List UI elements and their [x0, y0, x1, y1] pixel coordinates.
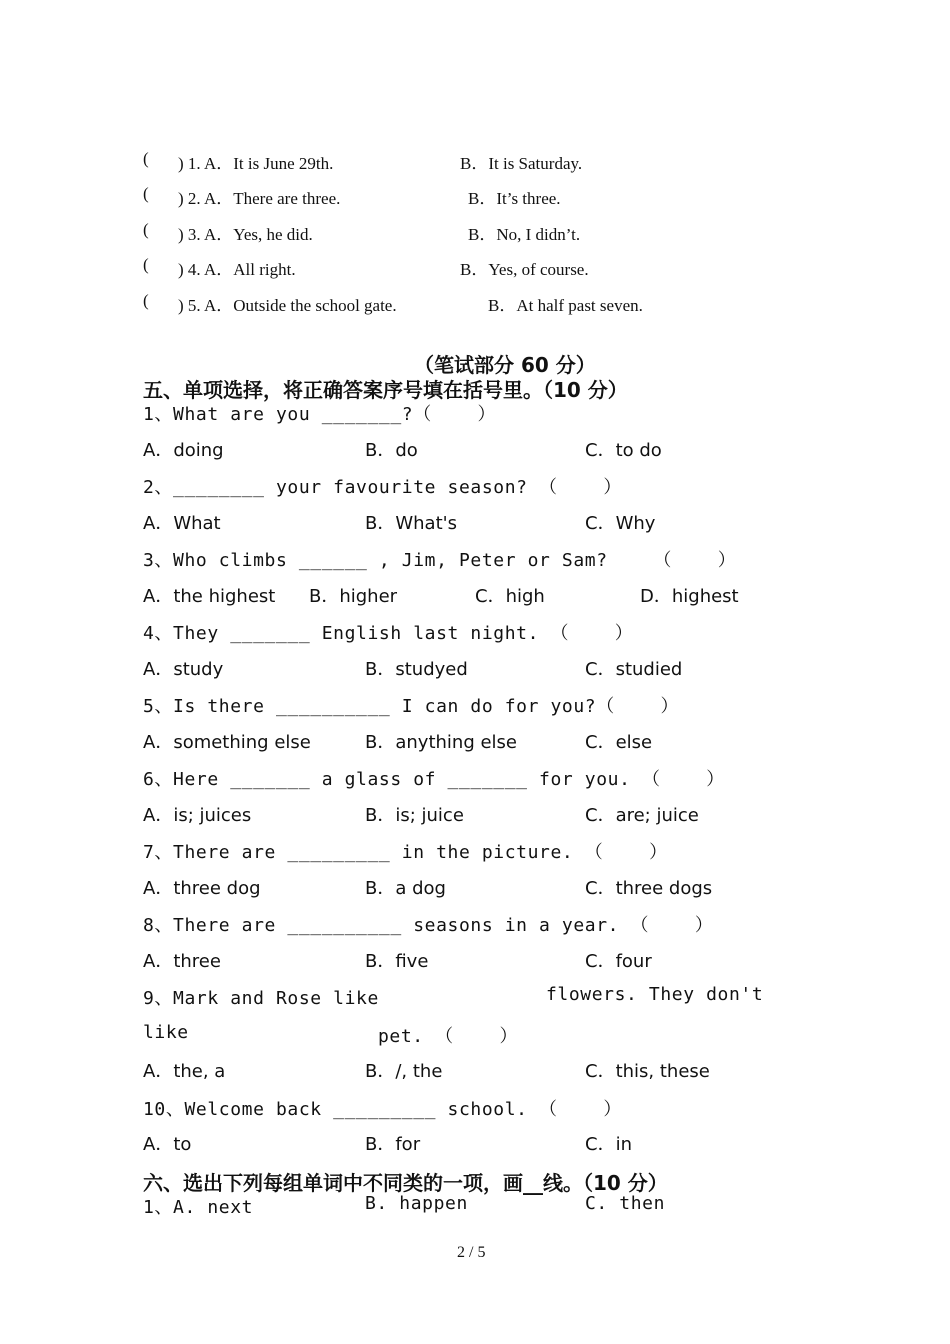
option-b: B. happen [365, 1193, 468, 1214]
option-d: D．highest [640, 586, 739, 607]
option-a: A．to [143, 1134, 192, 1155]
written-part-title: （笔试部分 60 分） [414, 353, 596, 377]
option-b: B．/, the [365, 1061, 443, 1082]
option-b: B．anything else [365, 732, 517, 753]
option-c: C．are; juice [585, 805, 699, 826]
section6-heading: 六、选出下列每组单词中不同类的一项，画__线。（10 分） [143, 1171, 668, 1195]
option-a: A．is; juices [143, 805, 252, 826]
option-a: A．What [143, 513, 221, 534]
option-b: B．higher [309, 586, 398, 607]
option-b: B．do [365, 440, 418, 461]
section5-heading: 五、单项选择，将正确答案序号填在括号里。（10 分） [143, 378, 628, 402]
answer-paren: ( [143, 255, 149, 274]
question-text: 9、Mark and Rose like [143, 988, 379, 1009]
question-text: flowers. They don't [546, 984, 764, 1005]
option-b: B．What's [365, 513, 457, 534]
option-a: A．three dog [143, 878, 261, 899]
answer-paren: ( [143, 291, 149, 310]
page-number: 2 / 5 [457, 1244, 486, 1261]
option-c: C. then [585, 1193, 666, 1214]
question-text: 8、There are __________ seasons in a year. （ ） [143, 915, 714, 936]
question-option-b: B．It’s three. [468, 189, 561, 208]
question-text: 1、What are you _______?（ ） [143, 404, 497, 425]
option-c: C．three dogs [585, 878, 713, 899]
question-option-a: ) 2. A．There are three. [178, 189, 341, 208]
answer-paren: ( [143, 149, 149, 168]
option-a: A．something else [143, 732, 311, 753]
option-b: B．for [365, 1134, 421, 1155]
question-option-b: B．It is Saturday. [460, 154, 583, 173]
option-b: B．a dog [365, 878, 446, 899]
option-a: A．the, a [143, 1061, 226, 1082]
option-c: C．studied [585, 659, 683, 680]
option-c: C．four [585, 951, 652, 972]
question-text: pet. （ ） [378, 1026, 519, 1047]
question-option-a: ) 5. A．Outside the school gate. [178, 296, 397, 315]
option-c: C．this, these [585, 1061, 710, 1082]
option-c: C．Why [585, 513, 656, 534]
option-b: B．five [365, 951, 429, 972]
question-option-b: B．Yes, of course. [460, 260, 589, 279]
question-text: 4、They _______ English last night. （ ） [143, 623, 634, 644]
option-c: C．high [475, 586, 545, 607]
question-option-b: B．At half past seven. [488, 296, 643, 315]
option-a: A．study [143, 659, 224, 680]
answer-paren: ( [143, 220, 149, 239]
option-b: B．studyed [365, 659, 468, 680]
question-text: 2、________ your favourite season? （ ） [143, 477, 622, 498]
question-option-b: B．No, I didn’t. [468, 225, 581, 244]
answer-paren: ( [143, 184, 149, 203]
question-text: 3、Who climbs ______ , Jim, Peter or Sam? （ ） [143, 550, 737, 571]
question-text: like [143, 1022, 189, 1043]
option-c: C．in [585, 1134, 632, 1155]
option-b: B．is; juice [365, 805, 464, 826]
question-option-a: ) 3. A．Yes, he did. [178, 225, 313, 244]
option-c: C．to do [585, 440, 662, 461]
option-a: 1、A. next [143, 1197, 254, 1218]
question-text: 5、Is there __________ I can do for you?（ ） [143, 696, 680, 717]
question-text: 6、Here _______ a glass of _______ for you. （ ） [143, 769, 725, 790]
option-c: C．else [585, 732, 653, 753]
option-a: A．doing [143, 440, 224, 461]
option-a: A．three [143, 951, 221, 972]
question-option-a: ) 4. A．All right. [178, 260, 296, 279]
question-option-a: ) 1. A．It is June 29th. [178, 154, 334, 173]
question-text: 10、Welcome back _________ school. （ ） [143, 1099, 622, 1120]
option-a: A．the highest [143, 586, 276, 607]
question-text: 7、There are _________ in the picture. （ ） [143, 842, 668, 863]
